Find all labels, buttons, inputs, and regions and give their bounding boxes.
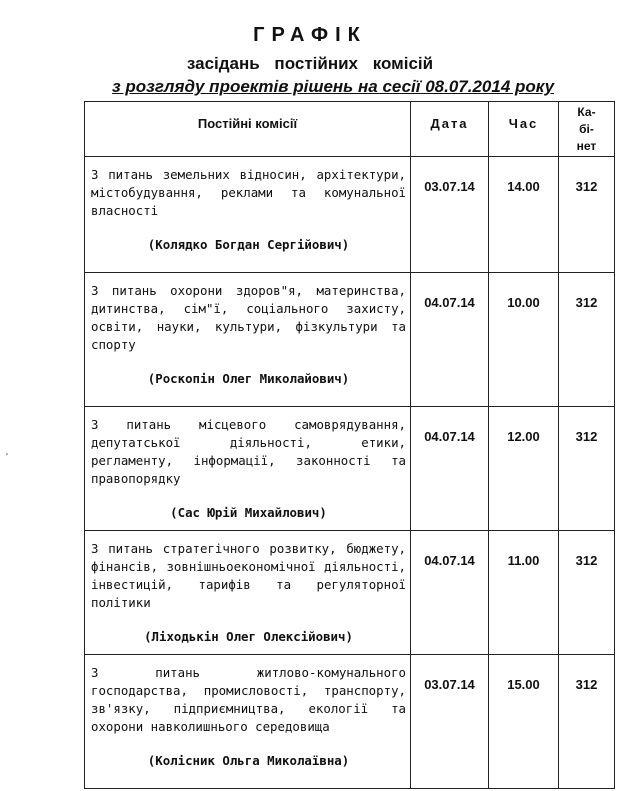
- time-cell: 15.00: [489, 655, 559, 789]
- time-cell: 12.00: [489, 407, 559, 531]
- table-row: [85, 273, 615, 407]
- time-cell: 14.00: [489, 157, 559, 273]
- date-cell: 03.07.14: [411, 157, 489, 273]
- committee-cell: [85, 157, 411, 273]
- header-committees: Постійні комісії: [85, 102, 411, 157]
- committee-name: З питань стратегічного розвитку, бюджету, фінансів, зовнішньоекономічної діяльності, інвестицій, тарифів та регуляторної політики: [91, 541, 406, 610]
- cabinet-cell: 312: [559, 655, 615, 789]
- document-title: ГРАФІК: [253, 24, 367, 46]
- header-cabinet-part: нет: [576, 139, 597, 153]
- cabinet-cell: 312: [559, 273, 615, 407]
- committee-chair: (Сас Юрій Михайлович): [170, 505, 327, 520]
- margin-mark: ': [6, 452, 8, 463]
- table-row: [85, 655, 615, 789]
- cabinet-cell: 312: [559, 157, 615, 273]
- committee-name: З питань житлово-комунального господарства, промисловості, транспорту, зв'язку, підприємництва, екології та охорони навколишнього середовища: [91, 665, 406, 734]
- committee-name: З питань охорони здоров"я, материнства, дитинства, сім"ї, соціального захисту, освіти, науки, культури, фізкультури та спорту: [91, 283, 406, 352]
- committee-chair: (Ліходькін Олег Олексійович): [144, 629, 353, 644]
- table-row: [85, 157, 615, 273]
- date-cell: 04.07.14: [411, 531, 489, 655]
- time-cell: 11.00: [489, 531, 559, 655]
- committee-cell: [85, 407, 411, 531]
- committee-name: З питань земельних відносин, архітектури, містобудування, реклами та комунальної власності: [91, 167, 406, 218]
- schedule-table: [84, 101, 615, 789]
- committee-chair: (Колісник Ольга Миколаївна): [147, 753, 350, 768]
- table-row: [85, 407, 615, 531]
- committee-name: З питань місцевого самоврядування, депутатської діяльності, етики, регламенту, інформації, законності та правопорядку: [91, 417, 406, 486]
- date-cell: 04.07.14: [411, 273, 489, 407]
- committee-cell: [85, 273, 411, 407]
- header-date: Дата: [411, 102, 489, 157]
- table-row: [85, 531, 615, 655]
- committee-cell: [85, 531, 411, 655]
- table-header-row: [85, 102, 615, 157]
- cabinet-cell: 312: [559, 531, 615, 655]
- document-subtitle-line1: засідань постійних комісій: [186, 54, 434, 73]
- date-cell: 03.07.14: [411, 655, 489, 789]
- header-time: Час: [489, 102, 559, 157]
- header-cabinet-part: Ка-: [577, 105, 596, 119]
- document-subtitle-line2: з розгляду проектів рішень на сесії 08.07.2014 року: [112, 77, 555, 96]
- committee-chair: (Роскопін Олег Миколайович): [147, 371, 350, 386]
- header-cabinet: [559, 102, 615, 157]
- committee-chair: (Колядко Богдан Сергійович): [147, 237, 350, 252]
- committee-cell: [85, 655, 411, 789]
- time-cell: 10.00: [489, 273, 559, 407]
- date-cell: 04.07.14: [411, 407, 489, 531]
- header-cabinet-part: бі-: [579, 122, 594, 136]
- cabinet-cell: 312: [559, 407, 615, 531]
